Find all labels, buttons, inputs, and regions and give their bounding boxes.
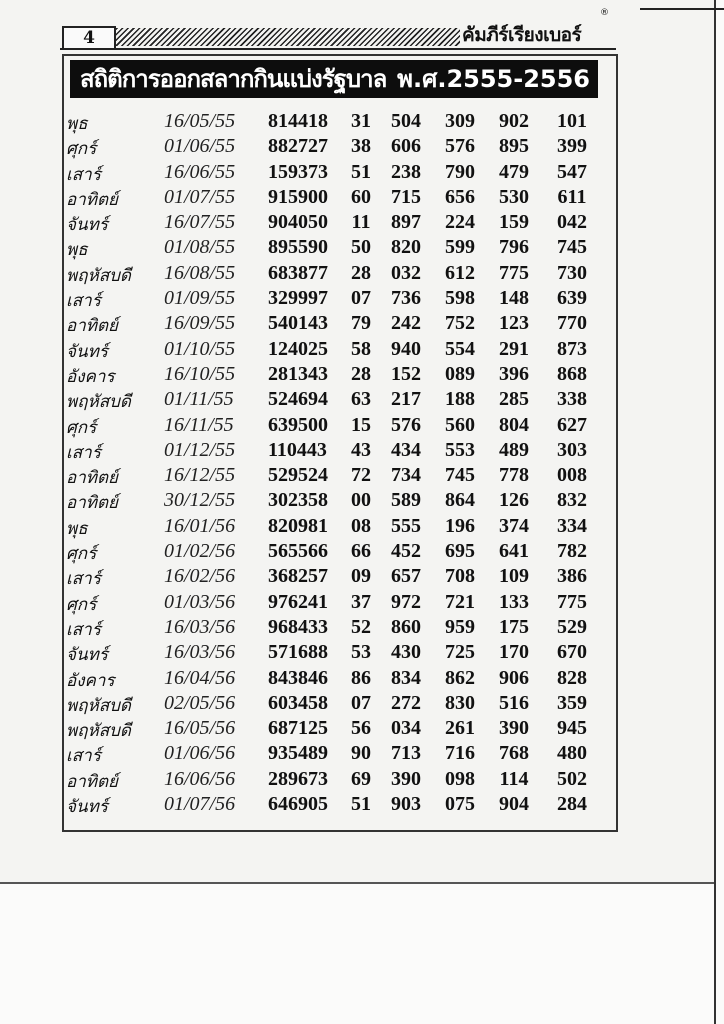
three-digit-4: 359 [557, 691, 587, 714]
three-digit-1: 272 [391, 691, 421, 714]
three-digit-3: 796 [499, 236, 529, 259]
three-digit-3: 516 [499, 691, 529, 714]
three-digit-3: 148 [499, 287, 529, 310]
three-digit-4: 386 [557, 565, 587, 588]
three-digit-4: 480 [557, 742, 587, 765]
registered-mark: ® [600, 8, 609, 18]
three-digit-4: 670 [557, 641, 587, 664]
first-prize: 915900 [268, 185, 328, 208]
three-digit-2: 554 [445, 337, 475, 360]
three-digit-1: 217 [391, 388, 421, 411]
day-label: เสาร์ [66, 442, 101, 463]
three-digit-1: 713 [391, 742, 421, 765]
two-digit: 43 [351, 438, 371, 461]
first-prize: 639500 [268, 413, 328, 436]
two-digit: 07 [351, 691, 371, 714]
three-digit-3: 778 [499, 464, 529, 487]
three-digit-3: 768 [499, 742, 529, 765]
three-digit-4: 770 [557, 312, 587, 335]
draw-date: 16/08/55 [164, 261, 236, 284]
day-label: อังคาร [66, 670, 115, 691]
title-banner [70, 60, 598, 98]
draw-date: 16/05/56 [164, 717, 236, 740]
three-digit-1: 657 [391, 565, 421, 588]
day-label: จันทร์ [66, 797, 108, 818]
page-number: 4 [62, 26, 116, 50]
first-prize: 646905 [268, 793, 328, 816]
three-digit-2: 261 [445, 717, 475, 740]
three-digit-2: 862 [445, 666, 475, 689]
three-digit-2: 612 [445, 261, 475, 284]
three-digit-1: 034 [391, 717, 421, 740]
two-digit: 90 [351, 742, 371, 765]
three-digit-4: 502 [557, 767, 587, 790]
three-digit-1: 715 [391, 185, 421, 208]
two-digit: 07 [351, 287, 371, 310]
three-digit-1: 903 [391, 793, 421, 816]
banner-years: พ.ศ.2555-2556 [397, 65, 590, 93]
three-digit-4: 042 [557, 211, 587, 234]
two-digit: 72 [351, 464, 371, 487]
three-digit-3: 291 [499, 337, 529, 360]
draw-date: 16/02/56 [164, 565, 236, 588]
day-label: เสาร์ [66, 746, 101, 767]
two-digit: 69 [351, 767, 371, 790]
first-prize: 529524 [268, 464, 328, 487]
three-digit-4: 338 [557, 388, 587, 411]
two-digit: 58 [351, 337, 371, 360]
draw-date: 01/07/56 [164, 793, 236, 816]
first-prize: 289673 [268, 767, 328, 790]
three-digit-4: 945 [557, 717, 587, 740]
day-label: อาทิตย์ [66, 771, 118, 792]
day-label: ศุกร์ [66, 417, 97, 438]
three-digit-3: 390 [499, 717, 529, 740]
day-label: พฤหัสบดี [66, 695, 131, 716]
draw-date: 16/03/56 [164, 641, 236, 664]
day-label: อาทิตย์ [66, 316, 118, 337]
three-digit-1: 940 [391, 337, 421, 360]
three-digit-3: 133 [499, 590, 529, 613]
first-prize: 976241 [268, 590, 328, 613]
draw-date: 16/03/56 [164, 615, 236, 638]
three-digit-2: 560 [445, 413, 475, 436]
three-digit-4: 828 [557, 666, 587, 689]
three-digit-1: 452 [391, 540, 421, 563]
three-digit-1: 834 [391, 666, 421, 689]
three-digit-3: 906 [499, 666, 529, 689]
draw-date: 01/09/55 [164, 287, 236, 310]
day-label: อาทิตย์ [66, 468, 118, 489]
draw-date: 16/12/55 [164, 464, 236, 487]
three-digit-3: 530 [499, 185, 529, 208]
three-digit-3: 902 [499, 110, 529, 132]
two-digit: 38 [351, 135, 371, 158]
three-digit-2: 576 [445, 135, 475, 158]
draw-date: 01/12/55 [164, 438, 236, 461]
three-digit-4: 832 [557, 489, 587, 512]
three-digit-2: 830 [445, 691, 475, 714]
three-digit-1: 504 [391, 110, 421, 132]
draw-date: 16/05/55 [164, 110, 236, 132]
day-label: จันทร์ [66, 341, 108, 362]
three-digit-4: 627 [557, 413, 587, 436]
three-digit-2: 745 [445, 464, 475, 487]
three-digit-3: 895 [499, 135, 529, 158]
three-digit-3: 374 [499, 514, 529, 537]
first-prize: 904050 [268, 211, 328, 234]
two-digit: 50 [351, 236, 371, 259]
draw-date: 01/06/55 [164, 135, 236, 158]
first-prize: 683877 [268, 261, 328, 284]
first-prize: 565566 [268, 540, 328, 563]
first-prize: 687125 [268, 717, 328, 740]
first-prize: 882727 [268, 135, 328, 158]
three-digit-4: 008 [557, 464, 587, 487]
day-label: อาทิตย์ [66, 493, 118, 514]
two-digit: 86 [351, 666, 371, 689]
three-digit-1: 032 [391, 261, 421, 284]
draw-date: 01/08/55 [164, 236, 236, 259]
three-digit-2: 599 [445, 236, 475, 259]
draw-date: 01/10/55 [164, 337, 236, 360]
draw-date: 16/04/56 [164, 666, 236, 689]
three-digit-4: 334 [557, 514, 587, 537]
first-prize: 968433 [268, 615, 328, 638]
three-digit-4: 775 [557, 590, 587, 613]
two-digit: 08 [351, 514, 371, 537]
three-digit-3: 479 [499, 160, 529, 183]
three-digit-2: 864 [445, 489, 475, 512]
three-digit-3: 123 [499, 312, 529, 335]
three-digit-3: 641 [499, 540, 529, 563]
three-digit-1: 860 [391, 615, 421, 638]
draw-date: 16/06/55 [164, 160, 236, 183]
brand-logo: คัมภีร์เรียงเบอร์ [462, 24, 582, 46]
three-digit-1: 434 [391, 438, 421, 461]
first-prize: 603458 [268, 691, 328, 714]
draw-date: 01/02/56 [164, 540, 236, 563]
divider [640, 8, 724, 10]
three-digit-2: 188 [445, 388, 475, 411]
three-digit-1: 897 [391, 211, 421, 234]
three-digit-2: 224 [445, 211, 475, 234]
draw-date: 02/05/56 [164, 691, 236, 714]
first-prize: 124025 [268, 337, 328, 360]
draw-date: 30/12/55 [164, 489, 236, 512]
first-prize: 895590 [268, 236, 328, 259]
three-digit-2: 656 [445, 185, 475, 208]
day-label: เสาร์ [66, 164, 101, 185]
banner-title: สถิติการออกสลากกินแบ่งรัฐบาล [80, 65, 387, 93]
two-digit: 09 [351, 565, 371, 588]
three-digit-1: 242 [391, 312, 421, 335]
three-digit-4: 639 [557, 287, 587, 310]
three-digit-1: 589 [391, 489, 421, 512]
draw-date: 16/09/55 [164, 312, 236, 335]
three-digit-3: 489 [499, 438, 529, 461]
three-digit-2: 075 [445, 793, 475, 816]
first-prize: 843846 [268, 666, 328, 689]
day-label: พฤหัสบดี [66, 392, 131, 413]
day-label: พุธ [66, 518, 88, 539]
three-digit-2: 708 [445, 565, 475, 588]
three-digit-1: 576 [391, 413, 421, 436]
two-digit: 37 [351, 590, 371, 613]
three-digit-2: 089 [445, 362, 475, 385]
two-digit: 51 [351, 160, 371, 183]
three-digit-2: 553 [445, 438, 475, 461]
three-digit-3: 170 [499, 641, 529, 664]
three-digit-3: 114 [499, 767, 529, 790]
header-rule [60, 48, 616, 50]
first-prize: 571688 [268, 641, 328, 664]
three-digit-1: 430 [391, 641, 421, 664]
two-digit: 15 [351, 413, 371, 436]
three-digit-3: 126 [499, 489, 529, 512]
two-digit: 51 [351, 793, 371, 816]
two-digit: 79 [351, 312, 371, 335]
three-digit-3: 775 [499, 261, 529, 284]
draw-date: 01/03/56 [164, 590, 236, 613]
three-digit-3: 159 [499, 211, 529, 234]
three-digit-1: 736 [391, 287, 421, 310]
three-digit-2: 598 [445, 287, 475, 310]
first-prize: 281343 [268, 362, 328, 385]
three-digit-1: 972 [391, 590, 421, 613]
three-digit-4: 529 [557, 615, 587, 638]
draw-date: 16/07/55 [164, 211, 236, 234]
first-prize: 540143 [268, 312, 328, 335]
day-label: พุธ [66, 114, 88, 134]
day-label: จันทร์ [66, 645, 108, 666]
day-label: พุธ [66, 240, 88, 261]
two-digit: 53 [351, 641, 371, 664]
three-digit-2: 098 [445, 767, 475, 790]
three-digit-3: 285 [499, 388, 529, 411]
two-digit: 60 [351, 185, 371, 208]
three-digit-4: 399 [557, 135, 587, 158]
two-digit: 31 [351, 110, 371, 132]
page-edge [714, 0, 716, 1024]
day-label: ศุกร์ [66, 594, 97, 615]
first-prize: 814418 [268, 110, 328, 132]
first-prize: 820981 [268, 514, 328, 537]
three-digit-3: 396 [499, 362, 529, 385]
three-digit-2: 752 [445, 312, 475, 335]
three-digit-2: 721 [445, 590, 475, 613]
first-prize: 159373 [268, 160, 328, 183]
three-digit-1: 555 [391, 514, 421, 537]
day-label: เสาร์ [66, 569, 101, 590]
three-digit-4: 284 [557, 793, 587, 816]
three-digit-4: 611 [557, 185, 587, 208]
draw-date: 16/01/56 [164, 514, 236, 537]
three-digit-3: 804 [499, 413, 529, 436]
three-digit-3: 109 [499, 565, 529, 588]
first-prize: 302358 [268, 489, 328, 512]
three-digit-4: 303 [557, 438, 587, 461]
two-digit: 11 [351, 211, 371, 234]
day-label: พฤหัสบดี [66, 721, 131, 742]
three-digit-4: 782 [557, 540, 587, 563]
day-label: อาทิตย์ [66, 189, 118, 210]
first-prize: 110443 [268, 438, 327, 461]
three-digit-4: 730 [557, 261, 587, 284]
first-prize: 935489 [268, 742, 328, 765]
three-digit-1: 390 [391, 767, 421, 790]
two-digit: 52 [351, 615, 371, 638]
two-digit: 56 [351, 717, 371, 740]
three-digit-2: 716 [445, 742, 475, 765]
draw-date: 16/11/55 [164, 413, 234, 436]
three-digit-2: 790 [445, 160, 475, 183]
two-digit: 63 [351, 388, 371, 411]
three-digit-2: 309 [445, 110, 475, 132]
first-prize: 329997 [268, 287, 328, 310]
three-digit-4: 547 [557, 160, 587, 183]
three-digit-1: 606 [391, 135, 421, 158]
three-digit-1: 238 [391, 160, 421, 183]
two-digit: 28 [351, 362, 371, 385]
first-prize: 524694 [268, 388, 328, 411]
three-digit-3: 904 [499, 793, 529, 816]
three-digit-2: 725 [445, 641, 475, 664]
two-digit: 66 [351, 540, 371, 563]
three-digit-2: 959 [445, 615, 475, 638]
three-digit-1: 152 [391, 362, 421, 385]
day-label: เสาร์ [66, 291, 101, 312]
first-prize: 368257 [268, 565, 328, 588]
three-digit-2: 196 [445, 514, 475, 537]
three-digit-3: 175 [499, 615, 529, 638]
hatch-decoration [116, 28, 460, 46]
day-label: จันทร์ [66, 215, 108, 236]
three-digit-1: 820 [391, 236, 421, 259]
three-digit-4: 745 [557, 236, 587, 259]
three-digit-4: 868 [557, 362, 587, 385]
draw-date: 01/06/56 [164, 742, 236, 765]
two-digit: 00 [351, 489, 371, 512]
three-digit-4: 873 [557, 337, 587, 360]
draw-date: 16/10/55 [164, 362, 236, 385]
two-digit: 28 [351, 261, 371, 284]
day-label: พฤหัสบดี [66, 265, 131, 286]
day-label: เสาร์ [66, 619, 101, 640]
three-digit-1: 734 [391, 464, 421, 487]
draw-date: 16/06/56 [164, 767, 236, 790]
three-digit-2: 695 [445, 540, 475, 563]
draw-date: 01/07/55 [164, 185, 236, 208]
day-label: ศุกร์ [66, 139, 97, 160]
day-label: อังคาร [66, 366, 115, 387]
day-label: ศุกร์ [66, 544, 97, 565]
draw-date: 01/11/55 [164, 388, 234, 411]
three-digit-4: 101 [557, 110, 587, 132]
